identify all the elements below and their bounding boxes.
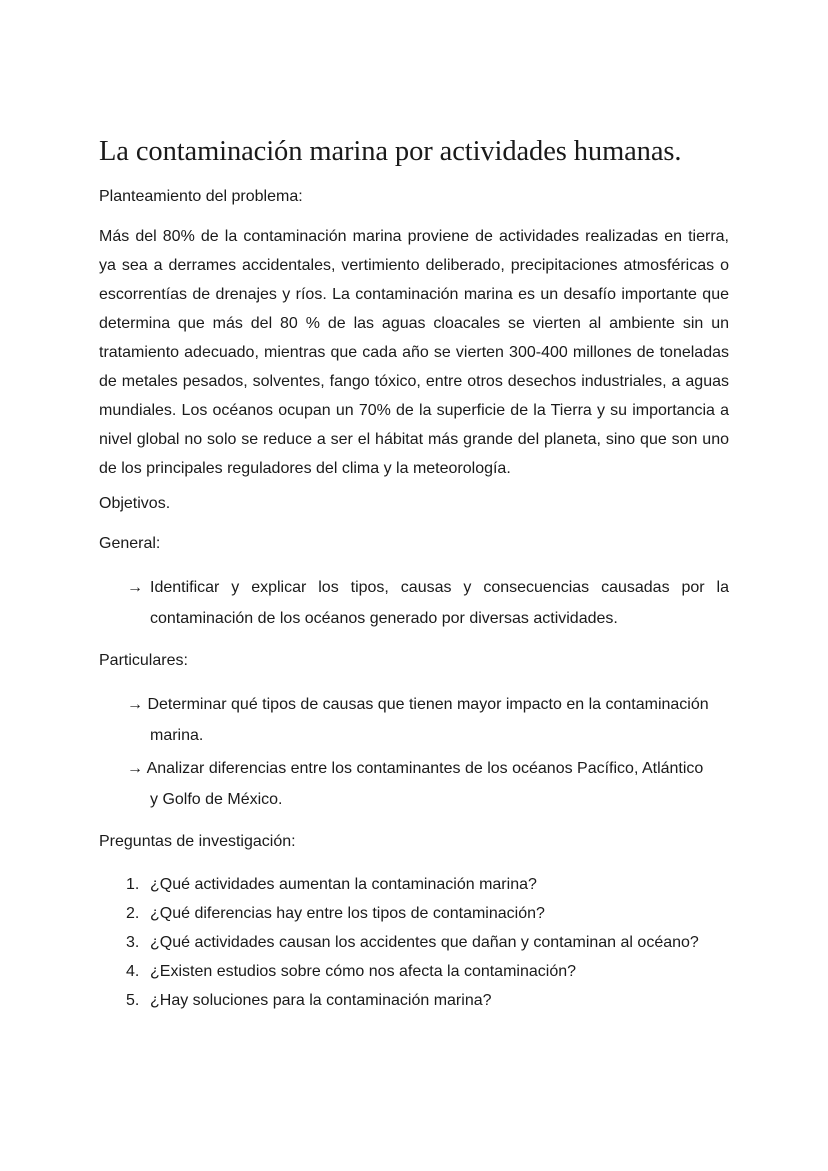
particular-objective-text-line2: marina.	[150, 727, 204, 744]
particular-objective-text-line2: y Golfo de México.	[150, 791, 283, 808]
particular-objective-item	[127, 753, 729, 815]
general-objective-text: Identificar y explicar los tipos, causas y consecuencias causadas por la contaminación de los océanos generado por diversas actividades.	[150, 579, 729, 627]
question-text: ¿Qué actividades causan los accidentes que dañan y contaminan al océano?	[150, 934, 699, 951]
arrow-icon: →	[127, 760, 143, 777]
question-number: 1.	[126, 876, 140, 893]
question-number: 5.	[126, 992, 140, 1009]
question-text: ¿Existen estudios sobre cómo nos afecta la contaminación?	[150, 963, 577, 980]
question-item	[99, 870, 729, 899]
questions-heading: Preguntas de investigación:	[99, 833, 296, 850]
question-item	[99, 928, 729, 957]
particular-objective-text-line1: Determinar qué tipos de causas que tienen mayor impacto en la contaminación	[147, 696, 709, 713]
document-title: La contaminación marina por actividades humanas.	[99, 136, 682, 167]
particular-objective-text-line1: Analizar diferencias entre los contaminantes de los océanos Pacífico, Atlántico	[146, 760, 704, 777]
general-heading: General:	[99, 535, 161, 552]
arrow-icon: →	[127, 696, 143, 713]
problem-heading: Planteamiento del problema:	[99, 188, 303, 205]
questions-list	[99, 870, 729, 1015]
question-text: ¿Qué actividades aumentan la contaminación marina?	[150, 876, 537, 893]
question-text: ¿Qué diferencias hay entre los tipos de contaminación?	[150, 905, 545, 922]
question-item	[99, 986, 729, 1015]
general-objective-item	[127, 572, 729, 634]
particular-heading: Particulares:	[99, 652, 188, 669]
particular-objective-item	[127, 689, 729, 751]
arrow-icon: →	[127, 579, 143, 596]
question-number: 2.	[126, 905, 140, 922]
question-item	[99, 899, 729, 928]
question-number: 4.	[126, 963, 140, 980]
document-page	[99, 132, 729, 1015]
question-text: ¿Hay soluciones para la contaminación marina?	[150, 992, 492, 1009]
objectives-heading: Objetivos.	[99, 495, 171, 512]
question-number: 3.	[126, 934, 140, 951]
question-item	[99, 957, 729, 986]
problem-paragraph: Más del 80% de la contaminación marina proviene de actividades realizadas en tierra, ya sea a derrames accidentales, vertimiento deliberado, precipitaciones atmosféricas o escorrentías de drenajes y ríos. La contaminación marina es un desafío importante que determina que más del 80 % de las aguas cloacales se vierten al ambiente sin un tratamiento adecuado, mientras que cada año se vierten 300-400 millones de toneladas de metales pesados, solventes, fango tóxico, entre otros desechos industriales, a aguas mundiales. Los océanos ocupan un 70% de la superficie de la Tierra y su importancia a nivel global no solo se reduce a ser el hábitat más grande del planeta, sino que son uno de los principales reguladores del clima y la meteorología.	[99, 228, 729, 477]
